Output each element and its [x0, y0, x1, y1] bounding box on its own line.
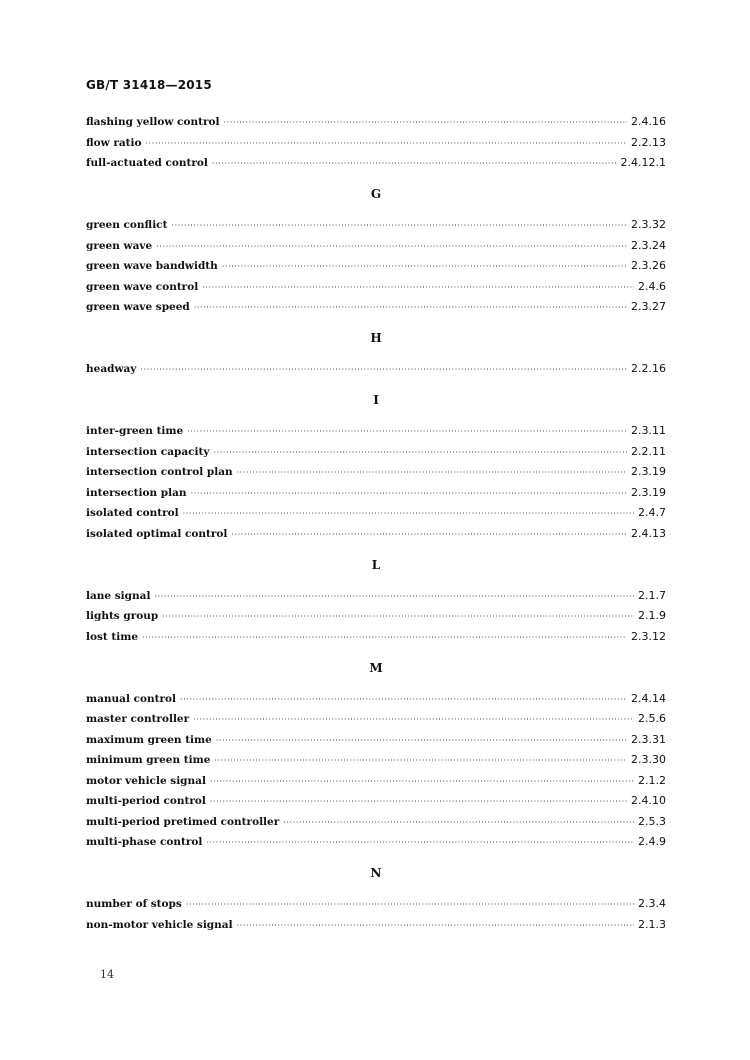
dot-leader	[154, 587, 634, 608]
dot-leader	[210, 772, 634, 793]
index-entry	[86, 730, 666, 751]
index-term: number of stops	[86, 898, 182, 910]
index-term: non-motor vehicle signal	[86, 918, 233, 931]
index-term: green wave control	[86, 280, 199, 293]
index-term: intersection capacity	[86, 445, 210, 458]
clause-reference: 2.3.11	[631, 424, 666, 437]
clause-reference: 2.3.32	[631, 218, 666, 231]
clause-reference: 2.2.16	[631, 362, 666, 375]
dot-leader	[186, 895, 634, 916]
index-entry	[86, 771, 666, 792]
index-entry	[86, 503, 666, 524]
index-term: multi-period control	[86, 795, 206, 807]
section-letter: M	[369, 660, 383, 675]
clause-reference: 2.3.31	[631, 732, 666, 746]
section-letter: G	[370, 187, 382, 201]
clause-reference: 2.4.13	[631, 526, 666, 540]
dot-leader	[213, 443, 627, 464]
clause-reference: 2.3.4	[638, 897, 666, 910]
index-entry	[86, 442, 666, 463]
clause-reference: 2.5.6	[638, 712, 666, 725]
index-term: multi-period pretimed controller	[86, 815, 280, 828]
clause-reference: 2.4.16	[631, 115, 666, 128]
index-entry	[86, 524, 666, 545]
index-term: green wave	[86, 239, 153, 252]
dot-leader	[142, 628, 627, 649]
index-term: motor vehicle signal	[86, 774, 206, 787]
index-entry	[86, 215, 666, 236]
index-entry	[86, 812, 666, 833]
dot-leader	[187, 422, 627, 443]
clause-reference: 2.4.10	[631, 794, 666, 807]
clause-reference: 2.4.9	[638, 835, 666, 848]
dot-leader	[237, 463, 627, 484]
index-entry	[86, 421, 666, 442]
index-entry	[86, 133, 666, 154]
index-term: lane signal	[86, 589, 151, 602]
index-term: manual control	[86, 692, 177, 705]
dot-leader	[210, 792, 627, 813]
index-term: flow ratio	[86, 136, 142, 149]
clause-reference: 2.1.7	[638, 588, 666, 602]
clause-reference: 2.1.3	[638, 917, 666, 931]
dot-leader	[191, 484, 627, 505]
index-term: intersection control plan	[86, 466, 233, 478]
index-term: flashing yellow control	[86, 116, 220, 128]
index-term: lights group	[86, 610, 159, 622]
clause-reference: 2.2.11	[631, 444, 666, 458]
dot-leader	[216, 731, 627, 752]
dot-leader	[214, 751, 627, 772]
index-entry	[86, 112, 666, 133]
clause-reference: 2.3.27	[631, 300, 666, 313]
clause-reference: 2.5.3	[638, 814, 666, 828]
dot-leader	[162, 607, 634, 628]
index-entry	[86, 750, 666, 771]
dot-leader	[140, 360, 627, 381]
index-entry	[86, 297, 666, 318]
dot-leader	[206, 833, 634, 854]
dot-leader	[212, 154, 617, 175]
section-letter: N	[370, 866, 382, 880]
dot-leader	[283, 813, 634, 834]
clause-reference: 2.3.19	[631, 485, 666, 499]
index-term: lost time	[86, 630, 139, 643]
index-entry	[86, 153, 666, 174]
index-entry	[86, 832, 666, 853]
clause-reference: 2.4.6	[638, 279, 666, 293]
term-index	[86, 112, 666, 935]
section-letter: I	[373, 393, 379, 407]
index-entry	[86, 236, 666, 257]
index-term: headway	[86, 363, 137, 375]
index-entry	[86, 689, 666, 710]
clause-reference: 2.4.12.1	[620, 156, 666, 169]
index-entry	[86, 483, 666, 504]
clause-reference: 2.4.14	[631, 691, 666, 705]
index-entry	[86, 359, 666, 380]
index-term: green wave bandwidth	[86, 260, 218, 272]
index-entry	[86, 627, 666, 648]
index-entry	[86, 277, 666, 298]
clause-reference: 2.3.30	[631, 753, 666, 766]
index-term: green conflict	[86, 219, 168, 231]
index-term: multi-phase control	[86, 836, 203, 848]
clause-reference: 2.1.2	[638, 773, 666, 787]
dot-leader	[237, 916, 634, 937]
dot-leader	[171, 216, 627, 237]
clause-reference: 2.4.7	[638, 506, 666, 519]
dot-leader	[202, 278, 634, 299]
clause-reference: 2.3.26	[631, 259, 666, 272]
index-entry	[86, 256, 666, 277]
index-entry	[86, 915, 666, 936]
index-entry	[86, 586, 666, 607]
index-entry	[86, 791, 666, 812]
clause-reference: 2.3.19	[631, 465, 666, 478]
clause-reference: 2.3.24	[631, 238, 666, 252]
clause-reference: 2.1.9	[638, 609, 666, 622]
index-term: intersection plan	[86, 486, 187, 499]
index-term: master controller	[86, 713, 190, 725]
running-header: GB/T 31418—2015	[86, 78, 212, 92]
dot-leader	[194, 298, 627, 319]
dot-leader	[193, 710, 634, 731]
index-entry	[86, 462, 666, 483]
section-letter: H	[370, 331, 382, 345]
dot-leader	[222, 257, 627, 278]
index-entry	[86, 709, 666, 730]
clause-reference: 2.2.13	[631, 135, 666, 149]
index-term: inter-green time	[86, 425, 184, 437]
index-term: isolated control	[86, 507, 179, 519]
index-entry	[86, 606, 666, 627]
index-term: green wave speed	[86, 301, 190, 313]
section-letter: L	[371, 557, 381, 572]
dot-leader	[156, 237, 627, 258]
index-entry	[86, 894, 666, 915]
clause-reference: 2.3.12	[631, 629, 666, 643]
dot-leader	[146, 134, 627, 155]
index-term: full-actuated control	[86, 157, 208, 169]
dot-leader	[180, 690, 627, 711]
dot-leader	[183, 504, 634, 525]
page-number: 14	[100, 968, 114, 981]
index-term: minimum green time	[86, 754, 211, 766]
index-term: isolated optimal control	[86, 527, 228, 540]
dot-leader	[231, 525, 627, 546]
dot-leader	[223, 113, 627, 134]
index-term: maximum green time	[86, 733, 212, 746]
